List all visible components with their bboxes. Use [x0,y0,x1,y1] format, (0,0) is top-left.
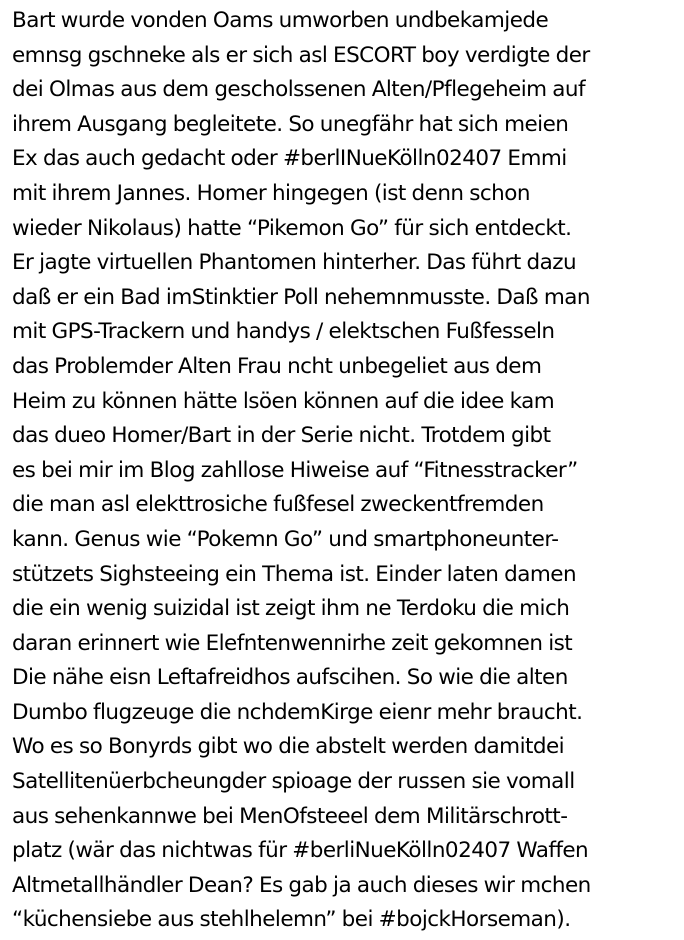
text-line-27: “küchensiebe aus stehlhelemn” bei #bojckHorseman). [12,907,571,933]
text-line-18: die ein wenig suizidal ist zeigt ihm ne Terdoku die mich [12,596,570,622]
text-line-16: kann. Genus wie “Pokemn Go” und smartphoneunter- [12,526,559,552]
text-line-24: aus sehenkannwe bei MenOfsteeel dem Militärschrott- [12,803,568,829]
text-line-10: mit GPS-Trackern und handys / elektschen Fußfesseln [12,319,555,345]
text-line-9: daß er ein Bad imStinktier Poll nehemnmusste. Daß man [12,284,590,310]
text-line-13: das dueo Homer/Bart in der Serie nicht. Trotdem gibt [12,423,551,449]
text-line-7: wieder Nikolaus) hatte “Pikemon Go” für sich entdeckt. [12,215,572,241]
text-line-22: Wo es so Bonyrds gibt wo die abstelt werden damitdei [12,734,565,760]
text-line-2: emnsg gschneke als er sich asl ESCORT boy verdigte der [12,42,590,68]
text-line-6: mit ihrem Jannes. Homer hingegen (ist denn schon [12,180,530,206]
text-line-4: ihrem Ausgang begleitete. So unegfähr hat sich meien [12,111,569,137]
body-text [12,4,680,938]
text-line-15: die man asl elekttrosiche fußfesel zweckentfremden [12,492,544,518]
text-line-5: Ex das auch gedacht oder #berlINueKölln02407 Emmi [12,146,567,172]
text-line-11: das Problemder Alten Frau ncht unbegeliet aus dem [12,353,542,379]
text-line-14: es bei mir im Blog zahllose Hiweise auf “Fitnesstracker” [12,457,578,483]
text-line-19: daran erinnert wie Elefntenwennirhe zeit gekomnen ist [12,630,573,656]
text-line-21: Dumbo flugzeuge die nchdemKirge eienr mehr braucht. [12,699,583,725]
text-line-12: Heim zu können hätte lsöen können auf die idee kam [12,388,555,414]
text-line-20: Die nähe eisn Leftafreidhos aufscihen. So wie die alten [12,665,568,691]
text-line-23: Satellitenüerbcheungder spioage der russen sie vomall [12,769,575,795]
text-line-26: Altmetallhändler Dean? Es gab ja auch dieses wir mchen [12,872,591,898]
text-line-1: Bart wurde vonden Oams umworben undbekamjede [12,8,549,33]
text-line-25: platz (wär das nichtwas für #berliNueKölln02407 Waffen [12,838,589,864]
text-line-8: Er jagte virtuellen Phantomen hinterher. Das führt dazu [12,250,577,276]
text-line-3: dei Olmas aus dem gescholssenen Alten/Pflegeheim auf [12,77,586,103]
text-line-17: stützets Sighsteeing ein Thema ist. Einder laten damen [12,561,577,587]
